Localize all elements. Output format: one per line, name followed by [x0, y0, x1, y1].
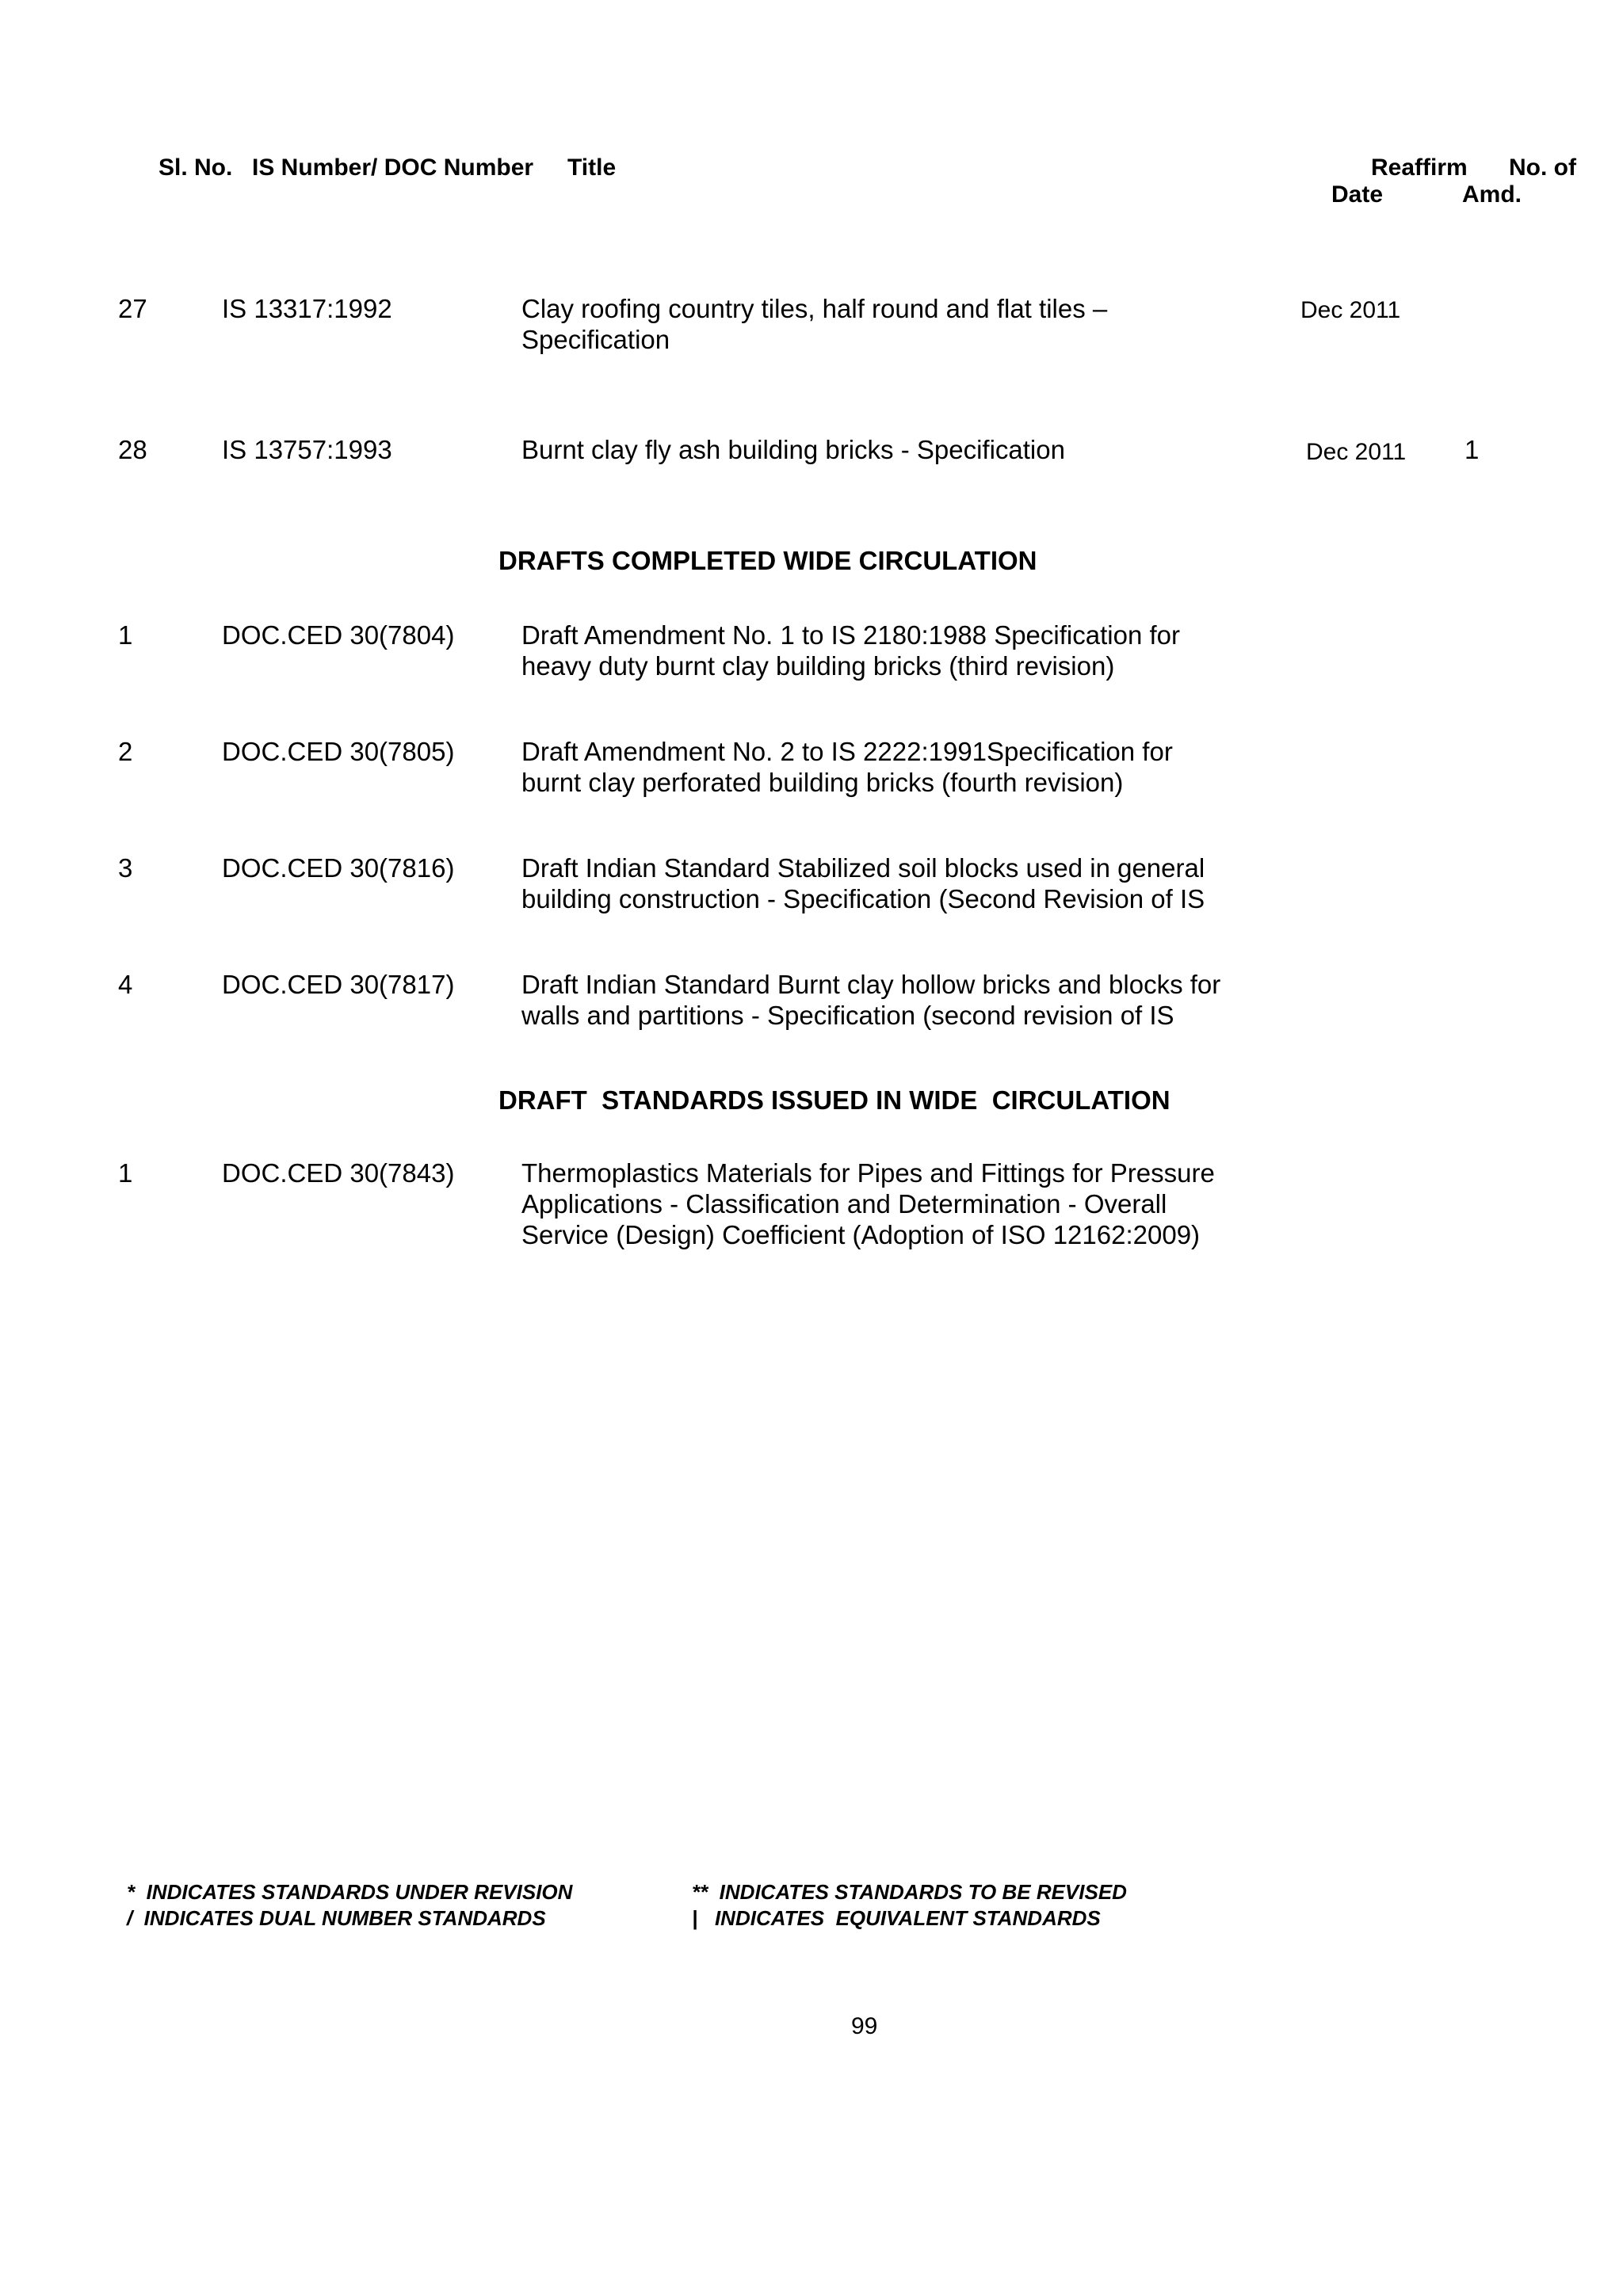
legend-dual-number: / INDICATES DUAL NUMBER STANDARDS	[127, 1906, 546, 1930]
row-title: Draft Amendment No. 2 to IS 2222:1991Specification for burnt clay perforated building bricks (fourth revision)	[521, 737, 1173, 797]
header-reaffirm: Reaffirm	[1371, 154, 1468, 181]
row-is-number: IS 13317:1992	[222, 294, 392, 323]
row-title: Burnt clay fly ash building bricks - Specification	[521, 435, 1065, 464]
legend-equivalent: | INDICATES EQUIVALENT STANDARDS	[692, 1906, 1101, 1930]
row-sl-no: 27	[118, 294, 147, 323]
legend-to-be-revised: ** INDICATES STANDARDS TO BE REVISED	[692, 1880, 1127, 1904]
row-amendments: 1	[1465, 435, 1480, 464]
row-is-number: IS 13757:1993	[222, 435, 392, 464]
row-sl-no: 2	[118, 737, 133, 766]
row-doc-number: DOC.CED 30(7816)	[222, 853, 455, 883]
row-reaffirm-date: Dec 2011	[1300, 297, 1401, 323]
section-heading-issued: DRAFT STANDARDS ISSUED IN WIDE CIRCULATION	[498, 1085, 1170, 1115]
row-sl-no: 4	[118, 970, 133, 999]
row-doc-number: DOC.CED 30(7805)	[222, 737, 455, 766]
row-title: Thermoplastics Materials for Pipes and Fittings for Pressure Applications - Classification and Determination - Overall Service (Design) Coefficient (Adoption of ISO 12162:2009)	[521, 1158, 1215, 1249]
row-sl-no: 1	[118, 620, 133, 650]
row-doc-number: DOC.CED 30(7843)	[222, 1158, 455, 1188]
row-doc-number: DOC.CED 30(7804)	[222, 620, 455, 650]
row-reaffirm-date: Dec 2011	[1306, 439, 1407, 465]
header-title: Title	[567, 154, 617, 181]
header-date: Date	[1331, 181, 1384, 208]
legend-under-revision: * INDICATES STANDARDS UNDER REVISION	[127, 1880, 573, 1904]
row-title: Draft Indian Standard Stabilized soil blocks used in general building construction - Specification (Second Revision of IS	[521, 853, 1205, 913]
row-sl-no: 3	[118, 853, 133, 883]
section-heading-completed: DRAFTS COMPLETED WIDE CIRCULATION	[498, 546, 1037, 575]
page-number: 99	[851, 2013, 878, 2039]
header-is-number: IS Number/ DOC Number	[252, 154, 534, 181]
header-no-of: No. of	[1509, 154, 1576, 181]
row-doc-number: DOC.CED 30(7817)	[222, 970, 455, 999]
header-amd: Amd.	[1462, 181, 1522, 208]
header-sl-no: Sl. No.	[158, 154, 233, 181]
row-title: Clay roofing country tiles, half round and flat tiles – Specification	[521, 294, 1108, 354]
row-sl-no: 28	[118, 435, 147, 464]
row-title: Draft Amendment No. 1 to IS 2180:1988 Specification for heavy duty burnt clay building bricks (third revision)	[521, 620, 1180, 681]
row-sl-no: 1	[118, 1158, 133, 1188]
row-title: Draft Indian Standard Burnt clay hollow bricks and blocks for walls and partitions - Specification (second revision of IS	[521, 970, 1221, 1030]
